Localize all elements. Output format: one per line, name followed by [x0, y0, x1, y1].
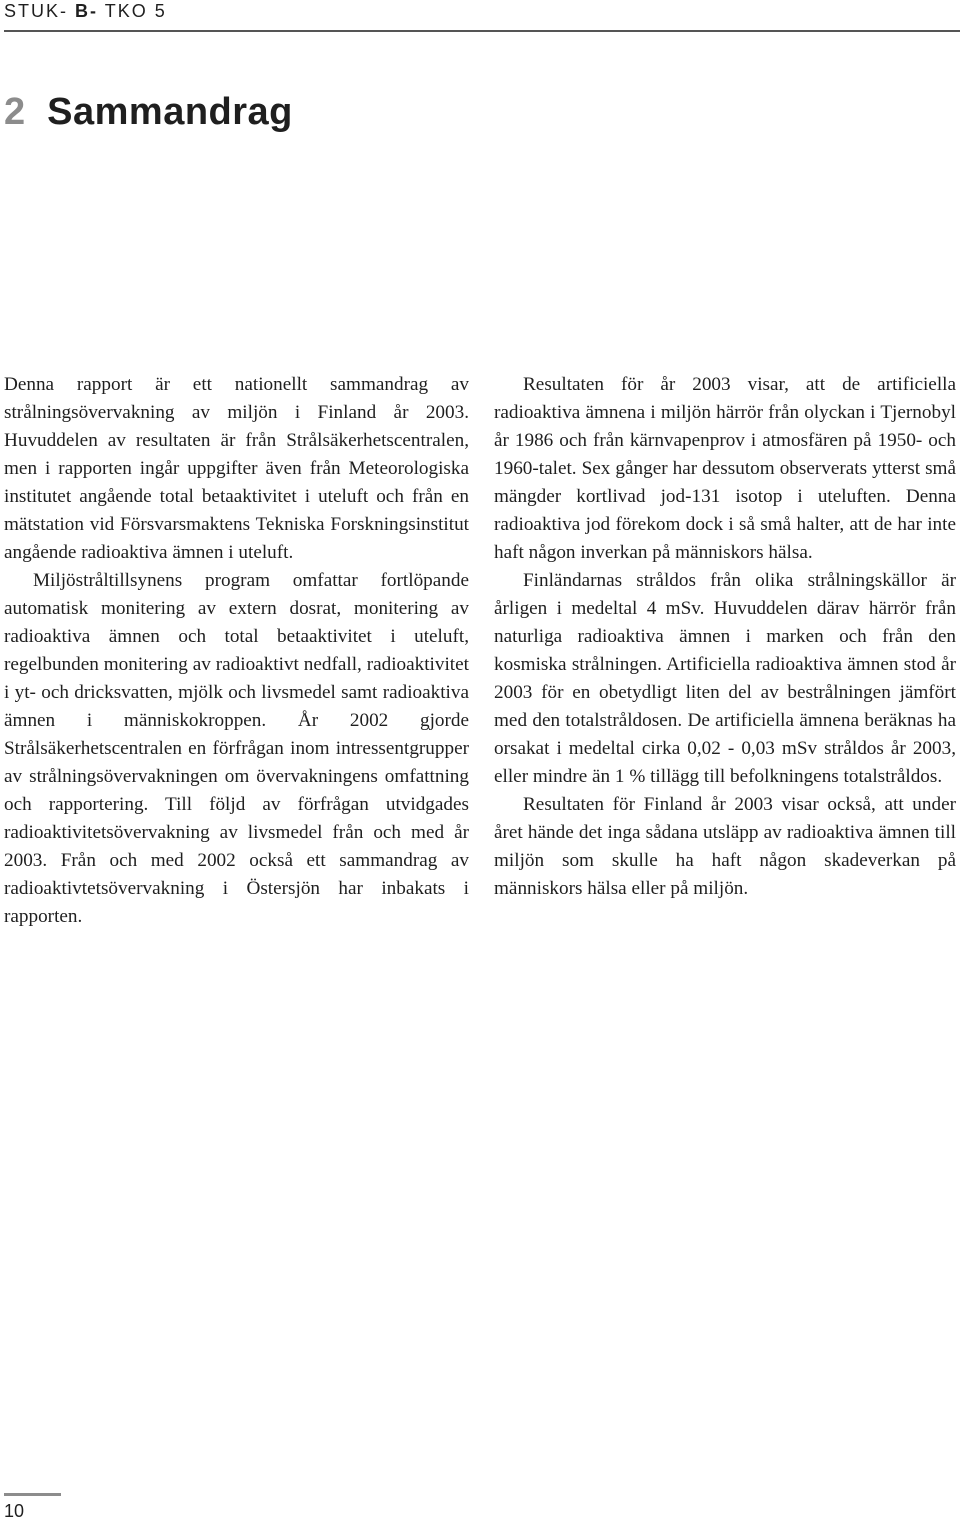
series-label [4, 1, 167, 22]
left-column [4, 371, 469, 931]
section-number: 2 [4, 91, 26, 133]
running-header [4, 0, 960, 32]
section-heading [4, 88, 293, 136]
series-prefix: STUK- [4, 1, 68, 21]
paragraph: Resultaten för år 2003 visar, att de artificiella radioaktiva ämnena i miljön härrör från olyckan i Tjernobyl år 1986 och från kärnvapenprov i atmosfären på 1950- och 1960-talet. Sex gånger har dessutom observerats ytterst små mängder kortlivad jod-131 isotop i uteluften. Denna radioaktiva jod förekom dock i så små halter, att de har inte haft någon inverkan på människors hälsa. [494, 374, 956, 563]
paragraph: Denna rapport är ett nationellt sammandrag av strålningsövervakning av miljön i Finland år 2003. Huvuddelen av resultaten är från Strålsäkerhetscentralen, men i rapporten ingår uppgifter även från Meteorologiska institutet angående total betaaktivitet i uteluft och från en mätstation vid Försvarsmaktens Tekniska Forskningsinstitut angående radioaktiva ämnen i uteluft. [4, 374, 469, 563]
footer-rule [4, 1493, 61, 1496]
right-column [494, 371, 956, 903]
paragraph: Finländarnas stråldos från olika strålningskällor är årligen i medeltal 4 mSv. Huvuddelen därav härrör från naturliga radioaktiva ämnen i marken och från den kosmiska strålningen. Artificiella radioaktiva ämnen stod år 2003 för en obetydligt liten del av bestrålningen jämfört med den totalstråldosen. De artificiella ämnena beräknas ha orsakat i medeltal cirka 0,02 - 0,03 mSv stråldos år 2003, eller mindre än 1 % tillägg till befolkningens totalstråldos. [494, 570, 956, 787]
paragraph: Resultaten för Finland år 2003 visar också, att under året hände det inga sådana utsläpp av radioaktiva ämnen till miljön som skulle ha haft någon skadeverkan på människors hälsa eller på miljön. [494, 794, 956, 899]
page-number: 10 [4, 1501, 25, 1521]
section-title: Sammandrag [47, 91, 293, 133]
series-suffix: TKO 5 [104, 1, 167, 21]
series-code: B- [75, 1, 99, 21]
paragraph: Miljöstråltillsynens program omfattar fortlöpande automatisk monitering av extern dosrat, monitering av radioaktiva ämnen och total betaaktivitet i uteluft, regelbunden monitering av radioaktivt nedfall, radioaktivitet i yt- och dricksvatten, mjölk och livsmedel samt radioaktiva ämnen i människokroppen. År 2002 gjorde Strålsäkerhetscentralen en förfrågan inom intressentgrupper av strålningsövervakningen om övervakningens omfattning och rapportering. Till följd av förfrågan utvidgades radioaktivitetsövervakning av livsmedel från och med år 2003. Från och med 2002 också ett sammandrag av radioaktivtetsövervakning i Östersjön har inbakats i rapporten. [4, 570, 469, 927]
